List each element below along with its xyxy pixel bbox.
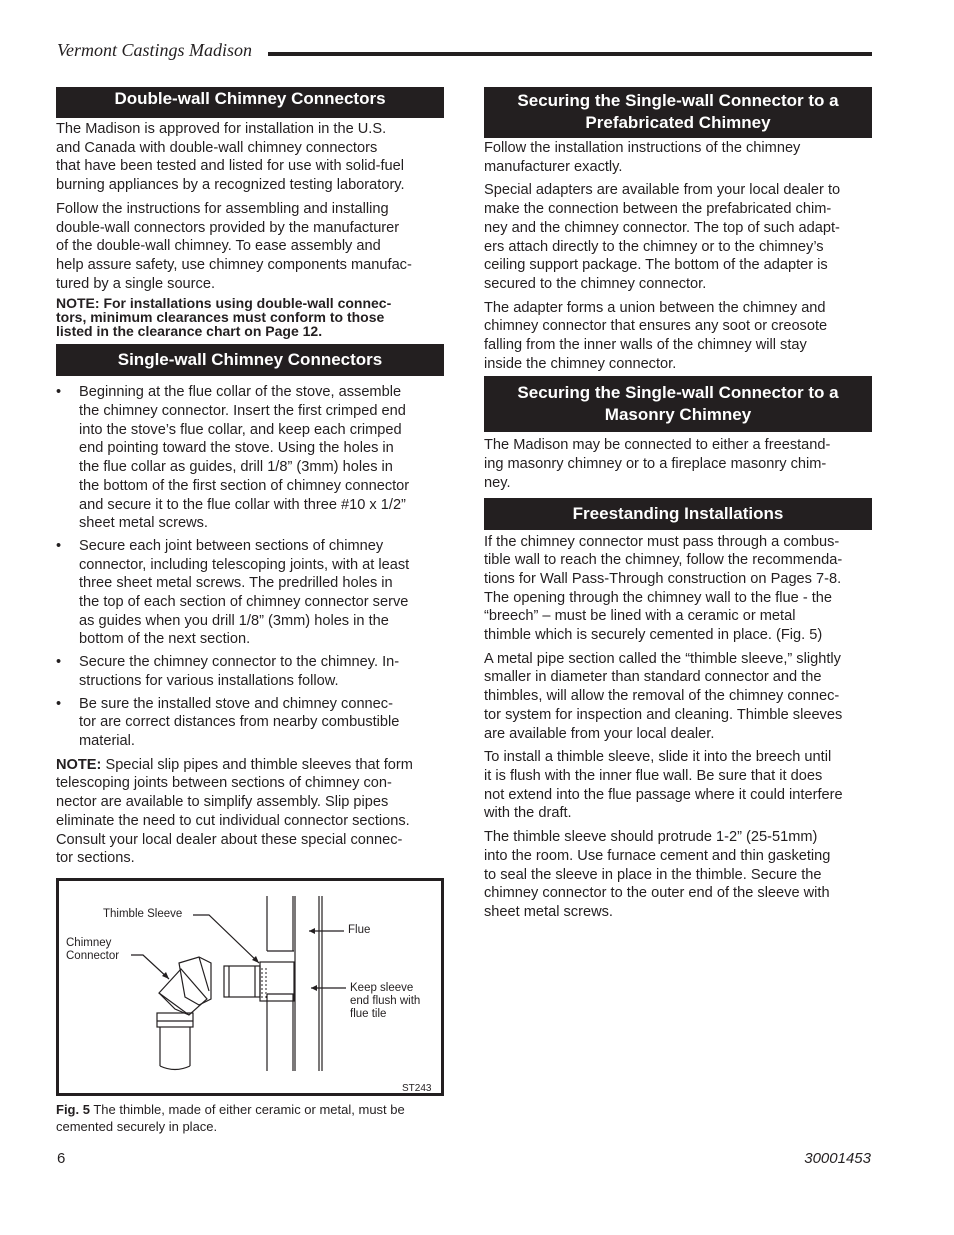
- heading-freestanding: Freestanding Installations: [484, 498, 872, 530]
- figure-caption: [56, 1101, 444, 1135]
- freestanding-para-2: A metal pipe section called the “thimble sleeve,” slightly smaller in diameter than standard connector and the thimbles, will allow the removal of the chimney connec- tor system for inspection and cleaning. Thimble sleeves are available from your local dealer.: [484, 650, 843, 742]
- single-wall-note: [56, 756, 444, 868]
- list-item-text: Be sure the installed stove and chimney connec- tor are correct distances from nearby combustible material.: [79, 695, 400, 749]
- double-wall-para-2: Follow the instructions for assembling and installing double-wall connectors provided by the manufacturer of the double-wall chimney. To ease assembly and help assure safety, use chimney components manufac- tured by a single source.: [56, 200, 412, 292]
- left-column: [56, 87, 444, 1135]
- caption-text: The thimble, made of either ceramic or metal, must be cemented securely in place.: [56, 1101, 405, 1134]
- note-label: NOTE:: [56, 756, 102, 773]
- document-number: 30001453: [804, 1150, 871, 1167]
- prefab-para-3: The adapter forms a union between the chimney and chimney connector that ensures any soot or creosote falling from the inner walls of the chimney will stay inside the chimney connector.: [484, 299, 828, 372]
- figure-code: ST243: [402, 1082, 432, 1094]
- prefab-para-2: Special adapters are available from your local dealer to make the connection between the prefabricated chim- ney and the chimney connector. The top of such adapt- ers attach directly to the chimney or to the chimney’s ceiling support package. The bottom of the adapter is secured to the chimney connector.: [484, 182, 841, 292]
- bullet: •: [56, 384, 62, 401]
- single-wall-steps: [56, 383, 444, 750]
- list-item-text: Beginning at the flue collar of the stove, assemble the chimney connector. Insert the first crimped end into the stove’s flue collar, and keep each crimped end pointing toward the stove. Using the holes in the flue collar as guides, drill 1/8” (3mm) holes in the bottom of the first section of chimney connector and secure it to the flue collar with three #10 x 1/2” sheet metal screws.: [79, 384, 410, 532]
- list-item: [56, 695, 444, 751]
- list-item-text: Secure the chimney connector to the chimney. In- structions for various installations follow.: [79, 654, 400, 689]
- label-flue: Flue: [348, 923, 371, 936]
- caption-label: Fig. 5: [56, 1101, 90, 1117]
- bullet: •: [56, 537, 62, 554]
- heading-masonry-chimney: Securing the Single-wall Connector to a Masonry Chimney: [484, 376, 872, 432]
- heading-single-wall: Single-wall Chimney Connectors: [56, 344, 444, 376]
- label-thimble-sleeve: Thimble Sleeve: [103, 907, 183, 920]
- bullet: •: [56, 695, 62, 712]
- double-wall-para-1: The Madison is approved for installation in the U.S. and Canada with double-wall chimney connectors that have been tested and listed for use with solid-fuel burning appliances by a recognized testing laboratory.: [56, 121, 405, 194]
- freestanding-para-4: The thimble sleeve should protrude 1-2” (25-51mm) into the room. Use furnace cement and thin gasketing to seal the sleeve in place in the thimble. Secure the chimney connector to the outer end of the sleeve with sheet metal screws.: [484, 829, 831, 920]
- list-item: [56, 537, 444, 649]
- heading-prefab-chimney: Securing the Single-wall Connector to a Prefabricated Chimney: [484, 87, 872, 138]
- double-wall-note: NOTE: For installations using double-wall connec- tors, minimum clearances must conform to those listed in the clearance chart on Page 12.: [56, 295, 392, 340]
- list-item: [56, 653, 444, 690]
- freestanding-para-1: If the chimney connector must pass through a combus- tible wall to reach the chimney, follow the recommenda- tions for Wall Pass-Through construction on Pages 7-8. The opening through the chimney wall to the flue - the “breech” – must be lined with a ceramic or metal thimble which is securely cemented in place. (Fig. 5): [484, 533, 843, 644]
- list-item-text: Secure each joint between sections of chimney connector, including telescoping joints, with at least three sheet metal screws. The predrilled holes in the top of each section of chimney connector serve as guides when you drill 1/8” (3mm) holes in the bottom of the next section.: [79, 537, 410, 648]
- running-header-title: Vermont Castings Madison: [57, 40, 253, 60]
- bullet: •: [56, 654, 62, 671]
- header-rule: [268, 52, 872, 56]
- label-chimney-connector: Chimney Connector: [66, 936, 120, 962]
- label-keep-sleeve: Keep sleeve end flush with flue tile: [350, 981, 421, 1020]
- page-number: 6: [57, 1150, 66, 1167]
- right-column: [484, 87, 872, 922]
- freestanding-para-3: To install a thimble sleeve, slide it into the breech until it is flush with the inner flue wall. Be sure that it does not extend into the flue passage where it could interfere with the draft.: [484, 749, 843, 822]
- note-text: Special slip pipes and thimble sleeves that form telescoping joints between sections of chimney con- nector are available to simplify assembly. Slip pipes eliminate the need to cut individual connector sections. Consult your local dealer about these special connec- tor sections.: [56, 756, 413, 867]
- masonry-para-1: The Madison may be connected to either a freestand- ing masonry chimney or to a fireplace masonry chim- ney.: [484, 437, 831, 491]
- heading-double-wall: Double-wall Chimney Connectors: [56, 87, 444, 118]
- prefab-para-1: Follow the installation instructions of the chimney manufacturer exactly.: [484, 140, 801, 175]
- figure-5: [56, 878, 444, 1096]
- list-item: [56, 383, 444, 533]
